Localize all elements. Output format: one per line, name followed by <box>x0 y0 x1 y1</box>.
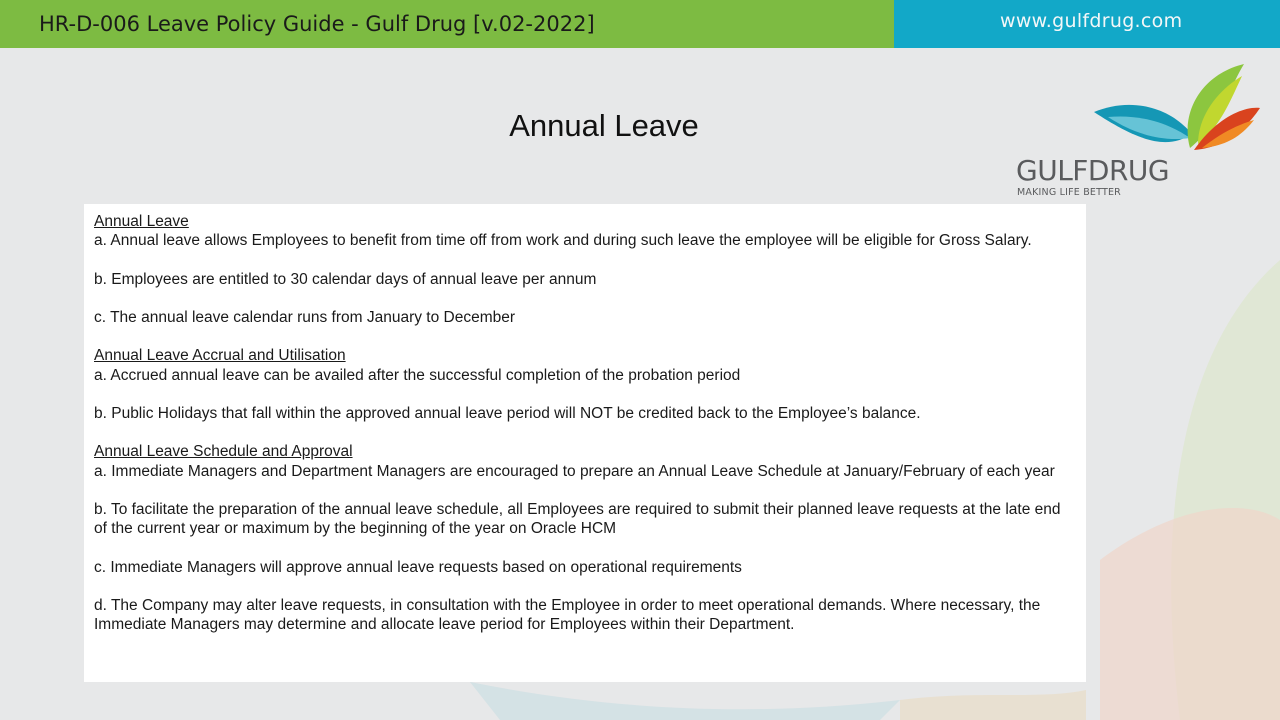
section-heading-annual-leave: Annual Leave <box>94 213 189 230</box>
header-doc-title: HR-D-006 Leave Policy Guide - Gulf Drug [v.02-2022] <box>0 0 894 48</box>
slide-title: Annual Leave <box>509 108 699 143</box>
logo-wordmark: GULFDRUG <box>1016 154 1170 187</box>
paragraph-3c: c. Immediate Managers will approve annual leave requests based on operational requirements <box>94 558 742 576</box>
section-heading-schedule: Annual Leave Schedule and Approval <box>94 443 353 461</box>
content-box <box>84 204 1086 682</box>
logo-tagline: MAKING LIFE BETTER <box>1017 187 1121 198</box>
paragraph-3d: d. The Company may alter leave requests, in consultation with the Employee in order to meet operational demands. Where necessary, the Immediate Managers may determine and allocate leave period for Employees within their Department. <box>94 596 1041 634</box>
paragraph-2b: b. Public Holidays that fall within the approved annual leave period will NOT be credited back to the Employee’s balance. <box>94 404 921 422</box>
paragraph-1c: c. The annual leave calendar runs from January to December <box>94 308 516 326</box>
paragraph-3a: a. Immediate Managers and Department Managers are encouraged to prepare an Annual Leave Schedule at January/February of each year <box>94 462 1055 480</box>
section-heading-accrual: Annual Leave Accrual and Utilisation <box>94 347 346 365</box>
paragraph-2a: a. Accrued annual leave can be availed after the successful completion of the probation period <box>94 366 741 384</box>
paragraph-3b: b. To facilitate the preparation of the annual leave schedule, all Employees are required to submit their planned leave requests at the late end of the current year or maximum by the beginning of the year on Oracle HCM <box>94 500 1061 538</box>
paragraph-1a: a. Annual leave allows Employees to benefit from time off from work and during such leave the employee will be eligible for Gross Salary. <box>94 232 1032 250</box>
leaves-logo-icon <box>1082 62 1262 157</box>
gulfdrug-logo <box>1012 62 1262 202</box>
paragraph-1b: b. Employees are entitled to 30 calendar days of annual leave per annum <box>94 270 597 288</box>
header-website[interactable]: www.gulfdrug.com <box>894 0 1280 48</box>
